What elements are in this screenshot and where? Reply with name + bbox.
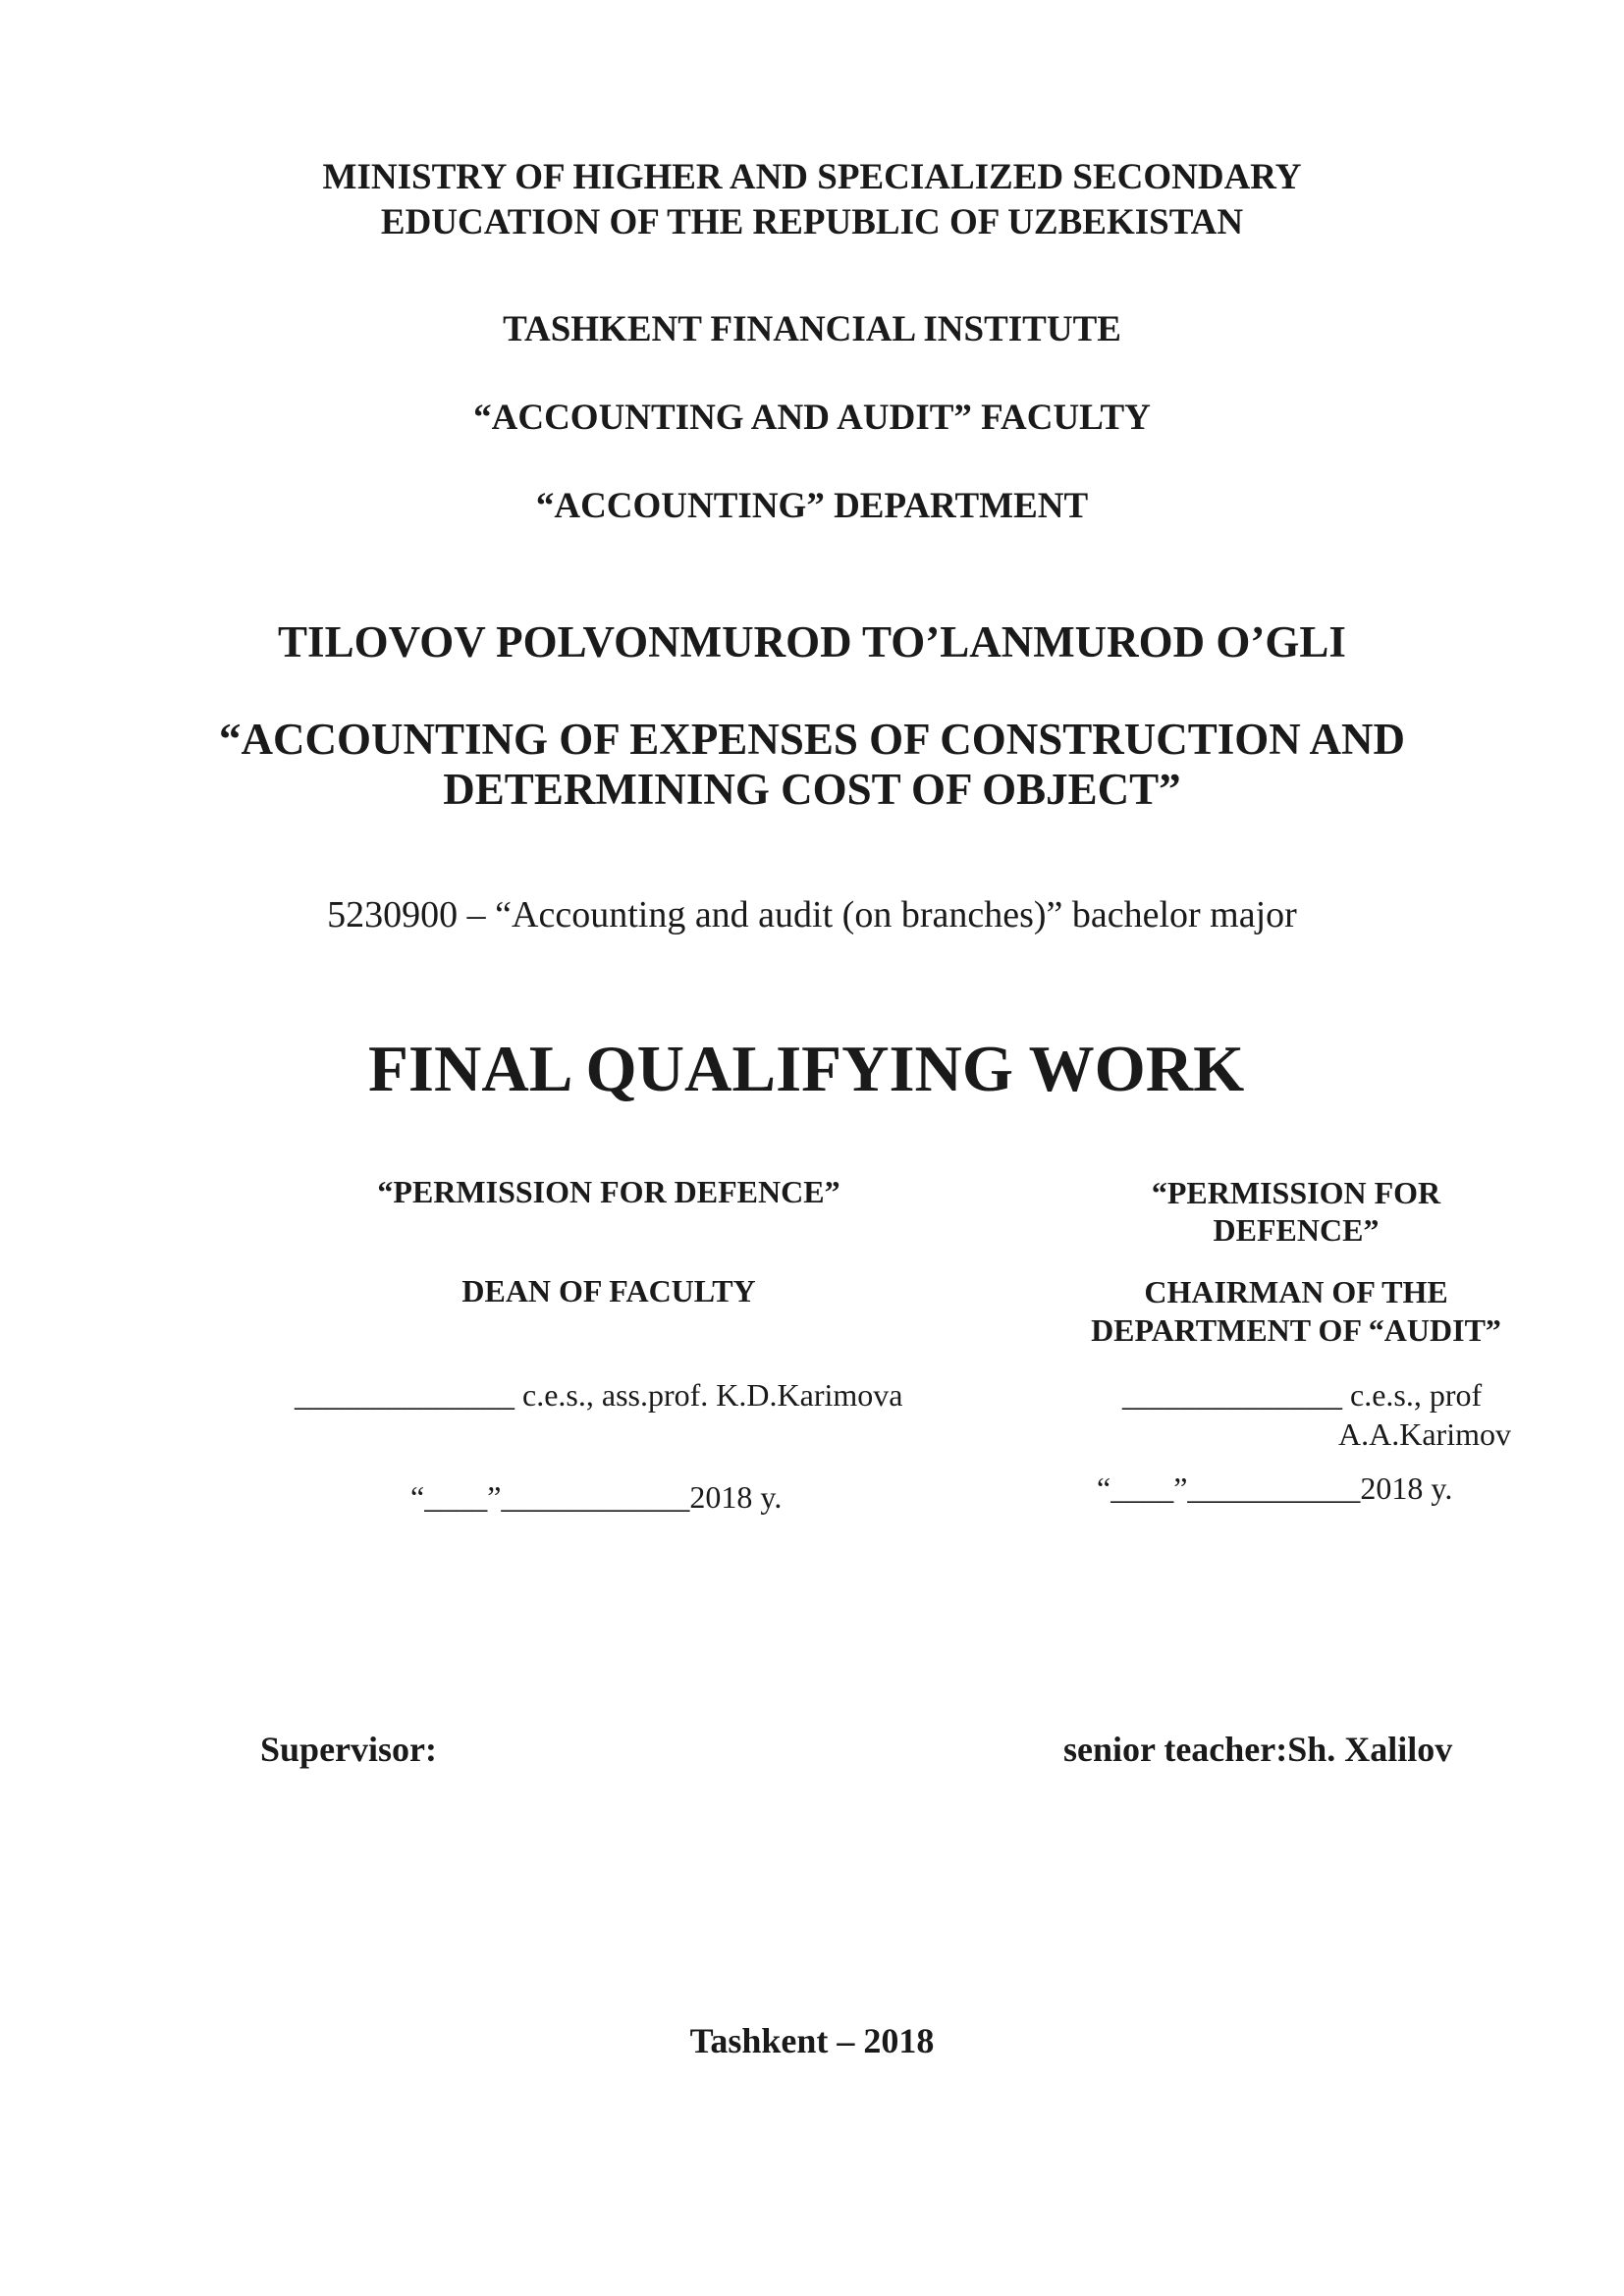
chairman-line-2: DEPARTMENT OF “AUDIT” bbox=[1091, 1312, 1501, 1348]
thesis-title-line-1: “ACCOUNTING OF EXPENSES OF CONSTRUCTION AND bbox=[218, 715, 1406, 764]
author-name: TILOVOV POLVONMUROD TO’LANMUROD O’GLI bbox=[278, 617, 1346, 667]
right-permission-line-1: “PERMISSION FOR bbox=[1151, 1175, 1441, 1210]
right-permission-label bbox=[1041, 1174, 1551, 1249]
department-name: “ACCOUNTING” DEPARTMENT bbox=[535, 486, 1089, 526]
supervisor-label: Supervisor: bbox=[260, 1730, 437, 1769]
dean-label: DEAN OF FACULTY bbox=[461, 1273, 756, 1308]
supervisor-name: senior teacher:Sh. Xalilov bbox=[1063, 1730, 1453, 1769]
ministry-heading bbox=[0, 155, 1624, 245]
institute-name: TASHKENT FINANCIAL INSTITUTE bbox=[503, 309, 1121, 349]
left-permission-label: “PERMISSION FOR DEFENCE” bbox=[377, 1174, 840, 1209]
ministry-line-2: EDUCATION OF THE REPUBLIC OF UZBEKISTAN bbox=[380, 202, 1244, 242]
thesis-title-line-2: DETERMINING COST OF OBJECT” bbox=[443, 765, 1181, 814]
faculty-name: “ACCOUNTING AND AUDIT” FACULTY bbox=[473, 398, 1151, 438]
work-type-title: FINAL QUALIFYING WORK bbox=[368, 1033, 1245, 1105]
dean-signature-line: ______________ c.e.s., ass.prof. K.D.Karimova bbox=[295, 1377, 903, 1413]
chairman-date-line: “____”___________2018 y. bbox=[1097, 1470, 1453, 1506]
chairman-signature-line: ______________ c.e.s., prof bbox=[1122, 1377, 1483, 1413]
ministry-line-1: MINISTRY OF HIGHER AND SPECIALIZED SECONDARY bbox=[322, 157, 1302, 197]
thesis-title bbox=[0, 715, 1624, 815]
chairman-line-1: CHAIRMAN OF THE bbox=[1144, 1274, 1448, 1309]
major-line: 5230900 – “Accounting and audit (on branches)” bachelor major bbox=[327, 894, 1297, 935]
place-and-year: Tashkent – 2018 bbox=[689, 2021, 935, 2060]
dean-date-line: “____”____________2018 y. bbox=[410, 1479, 783, 1515]
chairman-label bbox=[1041, 1273, 1551, 1350]
right-permission-line-2: DEFENCE” bbox=[1213, 1212, 1380, 1248]
chairman-name: A.A.Karimov bbox=[1338, 1416, 1511, 1452]
